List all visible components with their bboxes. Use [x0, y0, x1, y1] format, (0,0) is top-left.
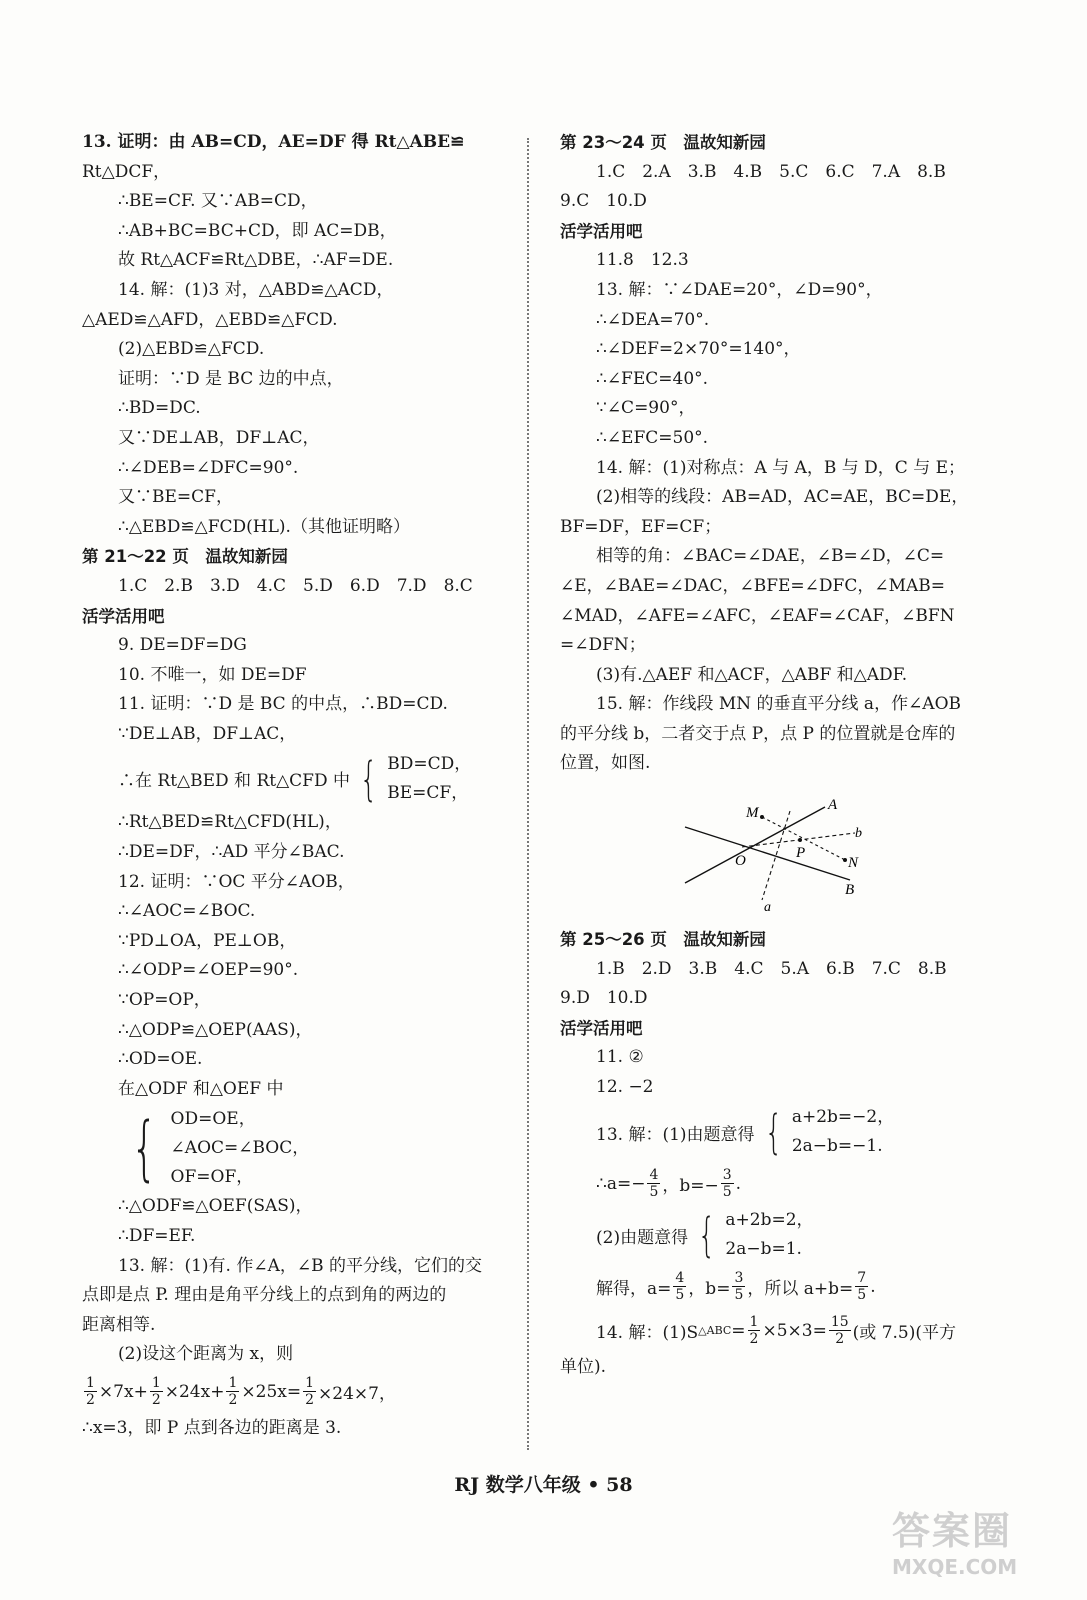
text-line: ∴∠FEC=40°. — [596, 368, 709, 389]
equation: 2a−b=1. — [725, 1239, 802, 1260]
text-line: ∴∠AOC=∠BOC. — [118, 901, 256, 922]
text-line: ∵PD⊥OA，PE⊥OB， — [118, 930, 297, 951]
label-n: N — [848, 855, 859, 872]
label-p: P — [796, 845, 806, 862]
term: . — [870, 1276, 876, 1297]
term: = — [731, 1320, 746, 1341]
term: ，b= — [688, 1279, 731, 1300]
label-a-line: a — [764, 900, 771, 916]
denominator: 2 — [151, 1392, 161, 1409]
numerator: 7 — [857, 1270, 867, 1287]
text-line: 相等的角：∠BAC=∠DAE，∠B=∠D，∠C= — [596, 546, 945, 567]
numerator: 1 — [151, 1375, 161, 1392]
text-fragment: ∴在 Rt△BED 和 Rt△CFD 中 — [118, 771, 350, 792]
text-line: 11. 证明：∵D 是 BC 的中点，∴BD=CD. — [118, 694, 448, 715]
equation: 2a−b=−1. — [791, 1136, 883, 1157]
brace-symbol: { — [697, 1208, 716, 1263]
point-n — [843, 858, 847, 862]
equation-line — [82, 1370, 514, 1414]
text-line: 14. 解：(1)对称点：A 与 A，B 与 D，C 与 E； — [596, 457, 966, 478]
fraction — [150, 1375, 163, 1408]
fraction — [226, 1375, 239, 1408]
denominator: 5 — [649, 1184, 659, 1201]
left-column — [82, 128, 514, 1444]
term: ，b=− — [662, 1176, 719, 1197]
fraction — [732, 1270, 745, 1303]
brace-symbol: { — [764, 1105, 782, 1160]
text-line: 证明：∵D 是 BC 边的中点， — [118, 368, 344, 389]
text-line: △AED≌△AFD，△EBD≌△FCD. — [82, 309, 338, 330]
brace-lines — [171, 1105, 310, 1192]
numerator: 1 — [86, 1375, 95, 1392]
equation: OF=OF， — [170, 1166, 254, 1187]
text-line: 12. −2 — [596, 1077, 654, 1098]
section-heading: 活学活用吧 — [82, 606, 165, 626]
denominator: 2 — [835, 1331, 845, 1348]
equation-line — [560, 1162, 1005, 1206]
equation-system — [560, 1103, 1005, 1162]
answer-line: 9.C 10.D — [560, 191, 647, 212]
numerator: 4 — [649, 1167, 659, 1184]
brace-symbol: { — [130, 1107, 158, 1190]
right-column — [560, 128, 1005, 1382]
ray-ob — [685, 827, 850, 880]
text-line: 又∵BE=CF， — [118, 487, 233, 508]
term: ×7x+ — [98, 1381, 148, 1402]
text-fragment: 13. 解：(1)由题意得 — [596, 1124, 755, 1145]
text-line: 的平分线 b，二者交于点 P，点 P 的位置就是仓库的 — [560, 723, 956, 744]
text-line: ∠E，∠BAE=∠DAC，∠BFE=∠DFC，∠MAB= — [560, 575, 946, 596]
text-line: 13. 证明：由 AB=CD，AE=DF 得 Rt△ABE≌ — [82, 132, 465, 152]
fraction — [647, 1167, 660, 1200]
section-heading: 第 25～26 页 温故知新园 — [560, 930, 766, 950]
text-line: 15. 解：作线段 MN 的垂直平分线 a，作∠AOB — [596, 694, 962, 715]
denominator: 5 — [857, 1287, 867, 1304]
fraction — [829, 1314, 851, 1347]
text-line: 14. 解：(1)3 对，△ABD≌△ACD， — [118, 279, 394, 300]
brace-lines — [387, 750, 471, 808]
term: ×25x= — [241, 1381, 302, 1402]
text-line: ∴Rt△BED≌Rt△CFD(HL)， — [118, 812, 342, 833]
text-line: ∵OP=OP， — [118, 990, 211, 1011]
equation: a+2b=2， — [725, 1210, 814, 1231]
denominator: 5 — [722, 1184, 732, 1201]
text-line: (2)设这个距离为 x，则 — [118, 1344, 294, 1365]
text-line: ∴∠DEA=70°. — [596, 309, 710, 330]
text-line: =∠DFN； — [560, 635, 646, 656]
term: 14. 解：(1)S — [596, 1323, 699, 1344]
equation-system — [82, 749, 514, 808]
point-m — [760, 815, 764, 819]
geometry-figure — [680, 795, 880, 915]
numerator: 1 — [305, 1375, 315, 1392]
subscript: △ABC — [698, 1324, 732, 1338]
brace-symbol: { — [359, 751, 378, 806]
text-line: 12. 证明：∵OC 平分∠AOB， — [118, 871, 355, 892]
fraction — [721, 1167, 734, 1200]
page-footer: RJ 数学八年级 • 58 — [454, 1474, 633, 1496]
text-line: ∴x=3，即 P 点到各边的距离是 3. — [82, 1417, 342, 1438]
answer-line: 1.C 2.A 3.B 4.B 5.C 6.C 7.A 8.B — [596, 161, 946, 182]
text-line: 13. 解：∵∠DAE=20°，∠D=90°， — [596, 279, 883, 300]
label-m: M — [746, 805, 759, 822]
fraction — [673, 1270, 686, 1303]
term: ×24x+ — [164, 1381, 225, 1402]
text-line: 10. 不唯一，如 DE=DF — [118, 664, 307, 685]
text-line: 单位). — [560, 1356, 607, 1377]
text-line: ∴△EBD≌△FCD(HL).（其他证明略） — [118, 516, 410, 537]
text-line: ∴∠EFC=50°. — [596, 427, 709, 448]
section-heading: 活学活用吧 — [560, 221, 643, 241]
brace-lines — [725, 1206, 813, 1264]
text-line: ∴OD=OE. — [118, 1049, 203, 1070]
text-line: ∴DF=EF. — [118, 1226, 196, 1246]
label-o: O — [735, 853, 746, 870]
text-line: ∴∠ODP=∠OEP=90°. — [118, 960, 299, 981]
text-line: 位置，如图. — [560, 753, 651, 774]
denominator: 5 — [734, 1287, 744, 1304]
label-b-point: B — [845, 882, 855, 899]
equation-line — [560, 1309, 1005, 1353]
numerator: 3 — [734, 1270, 744, 1287]
fraction — [303, 1375, 316, 1408]
text-line: 距离相等. — [82, 1314, 156, 1335]
fraction — [84, 1375, 97, 1408]
text-line: 点即是点 P. 理由是角平分线上的点到角的两边的 — [82, 1285, 447, 1306]
figure-svg — [680, 795, 880, 915]
numerator: 4 — [675, 1270, 685, 1287]
text-line: ∴DE=DF，∴AD 平分∠BAC. — [118, 842, 345, 863]
watermark-url: MXQE.COM — [892, 1555, 1018, 1579]
fraction — [748, 1314, 761, 1347]
numerator: 1 — [749, 1314, 759, 1331]
text-line: ∴BE=CF. 又∵AB=CD， — [118, 191, 318, 212]
label-b-line: b — [855, 826, 862, 842]
equation: OD=OE， — [170, 1108, 256, 1129]
answer-line: 1.B 2.D 3.B 4.C 5.A 6.B 7.C 8.B — [596, 958, 947, 979]
text-line: ∴AB+BC=BC+CD，即 AC=DB， — [118, 220, 397, 241]
denominator: 2 — [749, 1331, 759, 1348]
equation: BD=CD， — [387, 753, 472, 774]
text-line: ∴△ODP≌△OEP(AAS)， — [118, 1019, 313, 1040]
label-a: A — [828, 797, 838, 814]
text-line: 13. 解：(1)有. 作∠A，∠B 的平分线，它们的交 — [118, 1255, 482, 1276]
text-line: ∵DE⊥AB，DF⊥AC， — [118, 723, 297, 744]
fraction — [855, 1270, 868, 1303]
watermark-logo — [892, 1500, 1082, 1579]
text-line: 故 Rt△ACF≌Rt△DBE，∴AF=DE. — [118, 250, 394, 271]
term: ×5×3= — [762, 1320, 827, 1341]
equation: BE=CF， — [387, 782, 469, 803]
text-line: (2)相等的线段：AB=AD，AC=AE，BC=DE， — [596, 487, 969, 508]
text-line: ∴△ODF≌△OEF(SAS)， — [118, 1196, 313, 1217]
equation: ∠AOC=∠BOC， — [170, 1137, 310, 1158]
watermark-text: 答案圈 — [892, 1509, 1013, 1553]
answer-line: 1.C 2.B 3.D 4.C 5.D 6.D 7.D 8.C — [118, 575, 473, 596]
numerator: 1 — [228, 1375, 238, 1392]
section-heading: 第 23～24 页 温故知新园 — [560, 133, 766, 152]
text-line: Rt△DCF， — [82, 161, 171, 182]
text-line: ∴BD=DC. — [118, 398, 201, 419]
denominator: 2 — [86, 1392, 95, 1409]
term: (或 7.5)(平方 — [852, 1323, 956, 1344]
point-p — [798, 838, 802, 842]
text-line: 11. ② — [596, 1047, 644, 1068]
section-heading: 活学活用吧 — [560, 1018, 643, 1038]
numerator: 15 — [830, 1314, 849, 1331]
denominator: 2 — [305, 1392, 315, 1409]
text-fragment: (2)由题意得 — [596, 1227, 689, 1248]
numerator: 3 — [722, 1167, 732, 1184]
text-line: ∠MAD，∠AFE=∠AFC，∠EAF=∠CAF，∠BFN — [560, 605, 955, 626]
text-line: (2)△EBD≌△FCD. — [118, 339, 265, 360]
equation-system — [560, 1206, 1005, 1265]
text-line: ∴∠DEB=∠DFC=90°. — [118, 457, 299, 478]
brace-lines — [792, 1103, 894, 1161]
text-line: ∴∠DEF=2×70°=140°， — [596, 339, 801, 360]
text-line: 11.8 12.3 — [596, 250, 689, 271]
term: ×24×7， — [318, 1384, 396, 1405]
answer-line: 9.D 10.D — [560, 988, 648, 1009]
term: ∴a=− — [596, 1173, 646, 1194]
denominator: 2 — [228, 1392, 238, 1409]
term: . — [735, 1173, 742, 1194]
equation: a+2b=−2， — [791, 1107, 895, 1128]
text-line: 又∵DE⊥AB，DF⊥AC， — [118, 427, 320, 448]
text-line: BF=DF，EF=CF； — [560, 516, 722, 537]
column-divider — [527, 138, 529, 1450]
section-heading: 第 21～22 页 温故知新园 — [82, 547, 288, 567]
text-line: ∵∠C=90°， — [596, 398, 696, 419]
term: ，所以 a+b= — [747, 1279, 854, 1300]
text-line: 9. DE=DF=DG — [118, 635, 247, 656]
denominator: 5 — [675, 1287, 685, 1304]
text-line: 在△ODF 和△OEF 中 — [118, 1078, 284, 1099]
equation-system — [82, 1104, 514, 1192]
equation-line — [560, 1265, 1005, 1309]
text-line: (3)有.△AEF 和△ACF，△ABF 和△ADF. — [596, 664, 908, 685]
term: 解得，a= — [596, 1279, 672, 1300]
